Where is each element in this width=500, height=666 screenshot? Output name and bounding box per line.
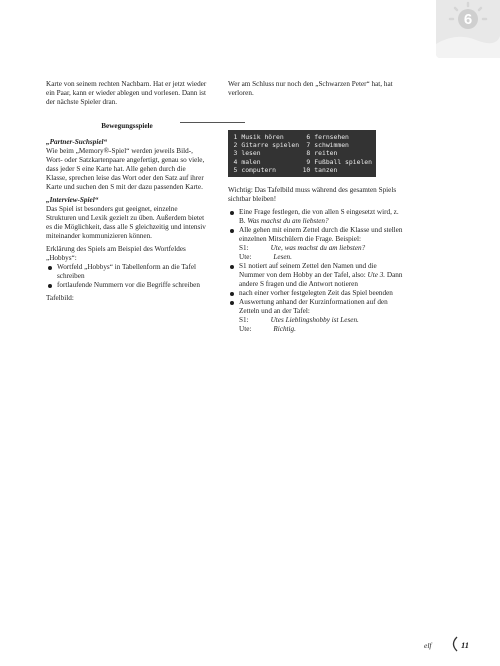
dialogue-line: Utes Lieblingshobby ist Lesen. — [270, 316, 359, 325]
intro-paragraph: Karte von seinem rechten Nachbarn. Hat er jetzt wieder ein Paar, kann er wieder ablegen und vorlesen. Dann ist der nächste Spieler dran. — [46, 80, 207, 106]
tafelbild-board — [228, 130, 376, 177]
explain-text: Erklärung des Spiels am Beispiel des Wortfeldes „Hobbys“: — [46, 245, 186, 262]
dialogue-line: Lesen. — [273, 253, 292, 262]
example-note: Ute 3. — [367, 271, 386, 280]
board-note: Wichtig: Das Tafelbild muss während des gesamten Spiels sichtbar bleiben! — [228, 186, 397, 204]
hobby-table — [232, 133, 372, 174]
chapter-number: 6 — [463, 11, 473, 28]
interview-title: „Interview-Spiel“ — [46, 196, 99, 204]
list-item: S1 notiert auf seinem Zettel den Namen und die Nummer von dem Hobby an der Tafel, also: Ute 3. Dann andere S fragen und die Antwort notieren — [228, 262, 403, 289]
chapter-badge — [436, 0, 500, 58]
right-column — [228, 80, 403, 334]
list-item: nach einer vorher festgelegten Zeit das Spiel beenden — [228, 289, 403, 298]
board-number: 10 — [302, 165, 311, 174]
board-hobby: Musik hören — [241, 133, 284, 141]
board-number: 9 — [306, 157, 311, 166]
speaker-label: S1: — [239, 244, 249, 253]
sun-icon — [436, 0, 500, 58]
list-item: Auswertung anhand der Kurzinformationen auf den Zetteln und an der Tafel: S1: Utes Lieblingshobby ist Lesen. Ute: Richtig. — [228, 298, 403, 334]
board-number: 4 — [233, 157, 238, 166]
speaker-label: Ute: — [239, 325, 252, 334]
board-number: 6 — [306, 133, 311, 141]
board-hobby: Gitarre spielen — [241, 141, 300, 150]
list-item: fortlaufende Nummern vor die Begriffe schreiben — [46, 281, 208, 290]
example-question: Was machst du am liebsten? — [247, 217, 329, 226]
tafelbild-label: Tafelbild: — [46, 294, 74, 302]
left-column — [46, 80, 208, 303]
dialogue-line: Ute, was machst du am liebsten? — [270, 244, 366, 253]
table-row — [232, 158, 372, 166]
board-number: 2 — [233, 141, 238, 150]
board-hobby: reiten — [314, 149, 338, 158]
intro-paragraph-right: Wer am Schluss nur noch den „Schwarzen Peter“ hat, hat verloren. — [228, 80, 393, 97]
board-number: 7 — [306, 141, 311, 150]
board-hobby: malen — [241, 157, 261, 166]
procedure-list — [228, 208, 403, 334]
list-item: Eine Frage festlegen, die von allen S eingesetzt wird, z. B. Was machst du am liebsten? — [228, 208, 403, 226]
table-row — [232, 141, 372, 149]
interview-text: Das Spiel ist besonders gut geeignet, einzelne Strukturen und Lexik gezielt zu üben. Außerdem bietet es die Möglichkeit, dass alle S gleichzeitig und intensiv miteinander kommunizieren können. — [46, 205, 206, 240]
list-item: Alle gehen mit einem Zettel durch die Klasse und stellen einzelnen Mitschülern die Frage. Beispiel: S1: Ute, was machst du am liebsten? Ute: Lesen. — [228, 226, 403, 262]
board-hobby: tanzen — [314, 165, 338, 174]
board-number: 3 — [233, 149, 238, 158]
board-hobby: computern — [241, 165, 276, 174]
board-number: 8 — [306, 149, 311, 158]
board-hobby: Fußball spielen — [314, 157, 372, 166]
table-row — [232, 149, 372, 157]
speaker-label: S1: — [239, 316, 249, 325]
table-row — [232, 166, 372, 174]
board-number: 1 — [233, 133, 238, 141]
board-number: 5 — [233, 165, 238, 174]
dialogue-line: Richtig. — [273, 325, 296, 334]
board-hobby: fernsehen — [314, 133, 349, 141]
list-item: Wortfeld „Hobbys“ in Tabellenform an die Tafel schreiben — [46, 263, 208, 281]
footer-label: elf — [424, 641, 432, 650]
partner-title: „Partner-Suchspiel“ — [46, 138, 108, 146]
board-hobby: schwimmen — [314, 141, 349, 150]
section-title: Bewegungsspiele — [101, 122, 153, 130]
partner-line1: Wie beim „Memory®-Spiel“ werden jeweils Bild-, — [46, 147, 193, 155]
board-hobby: lesen — [241, 149, 261, 158]
page-bracket-icon — [448, 636, 460, 652]
table-row — [232, 133, 372, 141]
speaker-label: Ute: — [239, 253, 252, 262]
instruction-list — [46, 263, 208, 290]
partner-text: Wort- oder Satzkartenpaare angefertigt, genau so viele, dass jeder S eine Karte hat. Alle gehen durch die Klasse, sprechen leise das Wort oder den Satz auf ihrer Karte und suchen den S mit der dazu passenden Karte. — [46, 156, 205, 191]
page-number: 11 — [461, 640, 470, 650]
